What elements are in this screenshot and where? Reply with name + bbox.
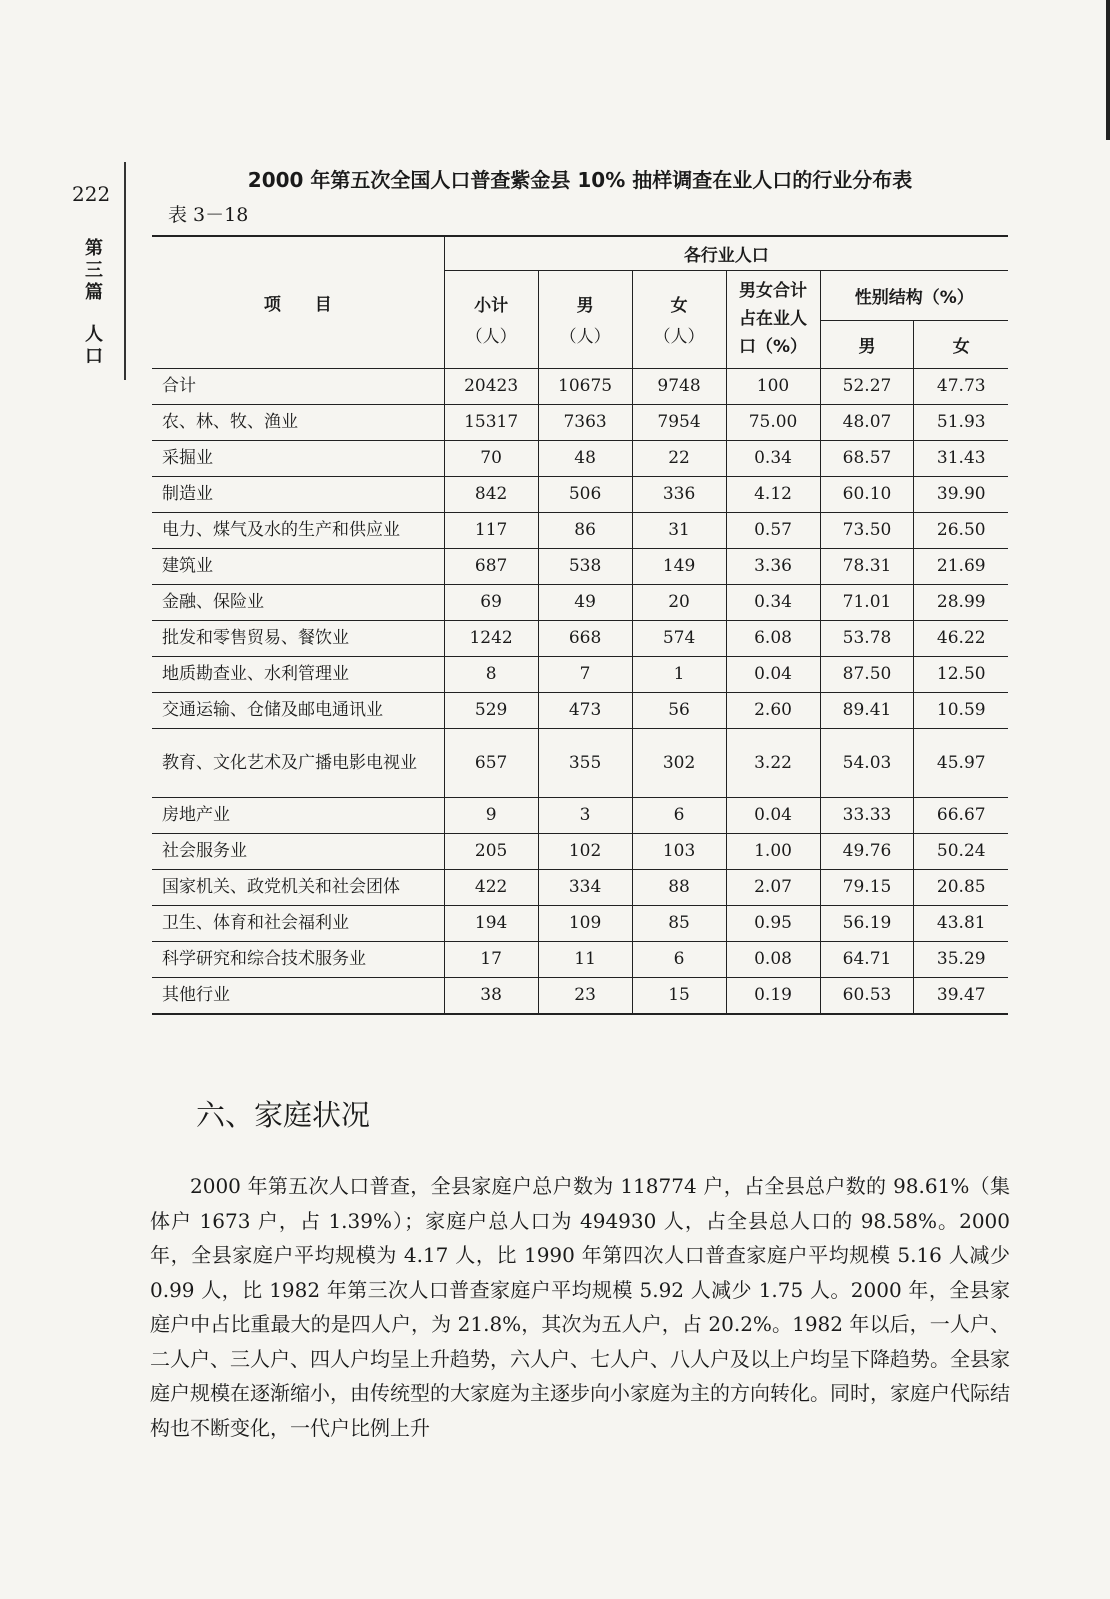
pct-female-cell: 35.29 xyxy=(914,941,1008,977)
share-cell: 0.57 xyxy=(726,512,820,548)
table-row xyxy=(152,584,1008,620)
male-cell: 7363 xyxy=(538,404,632,440)
industry-name-cell: 农、林、牧、渔业 xyxy=(152,404,444,440)
pct-male-cell: 33.33 xyxy=(820,797,914,833)
pct-female-cell: 26.50 xyxy=(914,512,1008,548)
pct-female-cell: 31.43 xyxy=(914,440,1008,476)
table-row xyxy=(152,692,1008,728)
subtotal-cell: 529 xyxy=(444,692,538,728)
female-cell: 6 xyxy=(632,941,726,977)
pct-female-cell: 39.90 xyxy=(914,476,1008,512)
pct-female-cell: 46.22 xyxy=(914,620,1008,656)
pct-female-cell: 20.85 xyxy=(914,869,1008,905)
subtotal-cell: 17 xyxy=(444,941,538,977)
running-head-char: 篇 xyxy=(85,282,103,303)
pct-male-cell: 60.10 xyxy=(820,476,914,512)
male-cell: 506 xyxy=(538,476,632,512)
subtotal-cell: 8 xyxy=(444,656,538,692)
male-cell: 538 xyxy=(538,548,632,584)
female-cell: 336 xyxy=(632,476,726,512)
share-cell: 1.00 xyxy=(726,833,820,869)
share-cell: 3.36 xyxy=(726,548,820,584)
male-cell: 3 xyxy=(538,797,632,833)
industry-name-cell: 科学研究和综合技术服务业 xyxy=(152,941,444,977)
header-male xyxy=(538,270,632,368)
pct-male-cell: 89.41 xyxy=(820,692,914,728)
industry-distribution-table xyxy=(152,235,1008,1015)
share-cell: 2.07 xyxy=(726,869,820,905)
running-head xyxy=(82,238,106,368)
subtotal-cell: 687 xyxy=(444,548,538,584)
running-head-char: 三 xyxy=(85,260,103,281)
share-cell: 0.04 xyxy=(726,656,820,692)
industry-name-cell: 交通运输、仓储及邮电通讯业 xyxy=(152,692,444,728)
subtotal-cell: 117 xyxy=(444,512,538,548)
female-cell: 103 xyxy=(632,833,726,869)
male-cell: 109 xyxy=(538,905,632,941)
subtotal-cell: 194 xyxy=(444,905,538,941)
subtotal-cell: 70 xyxy=(444,440,538,476)
female-cell: 56 xyxy=(632,692,726,728)
table-body xyxy=(152,368,1008,1014)
margin-rule xyxy=(124,162,126,380)
share-cell: 3.22 xyxy=(726,728,820,797)
subtotal-cell: 38 xyxy=(444,977,538,1014)
male-cell: 102 xyxy=(538,833,632,869)
share-cell: 0.19 xyxy=(726,977,820,1014)
section-heading: 六、家庭状况 xyxy=(196,1098,371,1132)
pct-female-cell: 10.59 xyxy=(914,692,1008,728)
pct-male-cell: 73.50 xyxy=(820,512,914,548)
pct-female-cell: 28.99 xyxy=(914,584,1008,620)
pct-female-cell: 21.69 xyxy=(914,548,1008,584)
pct-male-cell: 87.50 xyxy=(820,656,914,692)
header-sex-structure: 性别结构（%） xyxy=(820,270,1008,320)
pct-male-cell: 49.76 xyxy=(820,833,914,869)
subtotal-cell: 205 xyxy=(444,833,538,869)
pct-male-cell: 78.31 xyxy=(820,548,914,584)
table-row xyxy=(152,656,1008,692)
table-row xyxy=(152,548,1008,584)
pct-female-cell: 12.50 xyxy=(914,656,1008,692)
subtotal-cell: 842 xyxy=(444,476,538,512)
header-female xyxy=(632,270,726,368)
female-cell: 31 xyxy=(632,512,726,548)
header-male-label: 男 xyxy=(576,296,594,316)
male-cell: 355 xyxy=(538,728,632,797)
female-cell: 149 xyxy=(632,548,726,584)
share-cell: 6.08 xyxy=(726,620,820,656)
table-row xyxy=(152,977,1008,1014)
industry-name-cell: 社会服务业 xyxy=(152,833,444,869)
female-cell: 15 xyxy=(632,977,726,1014)
share-cell: 0.34 xyxy=(726,584,820,620)
table-title: 2000 年第五次全国人口普查紫金县 10% 抽样调查在业人口的行业分布表 xyxy=(247,168,913,192)
male-cell: 23 xyxy=(538,977,632,1014)
header-subtotal-unit: （人） xyxy=(465,327,517,347)
male-cell: 473 xyxy=(538,692,632,728)
pct-female-cell: 50.24 xyxy=(914,833,1008,869)
pct-male-cell: 56.19 xyxy=(820,905,914,941)
subtotal-cell: 657 xyxy=(444,728,538,797)
male-cell: 86 xyxy=(538,512,632,548)
subtotal-cell: 422 xyxy=(444,869,538,905)
industry-name-cell: 卫生、体育和社会福利业 xyxy=(152,905,444,941)
table-row xyxy=(152,512,1008,548)
male-cell: 48 xyxy=(538,440,632,476)
industry-name-cell: 电力、煤气及水的生产和供应业 xyxy=(152,512,444,548)
share-cell: 2.60 xyxy=(726,692,820,728)
male-cell: 668 xyxy=(538,620,632,656)
header-sex-female: 女 xyxy=(914,320,1008,368)
male-cell: 334 xyxy=(538,869,632,905)
industry-name-cell: 合计 xyxy=(152,368,444,404)
industry-name-cell: 国家机关、政党机关和社会团体 xyxy=(152,869,444,905)
pct-female-cell: 51.93 xyxy=(914,404,1008,440)
header-item: 项 目 xyxy=(152,236,444,368)
header-group: 各行业人口 xyxy=(444,236,1008,270)
industry-name-cell: 建筑业 xyxy=(152,548,444,584)
industry-name-cell: 地质勘查业、水利管理业 xyxy=(152,656,444,692)
table-id: 表 3－18 xyxy=(168,204,249,226)
share-cell: 0.95 xyxy=(726,905,820,941)
share-cell: 0.08 xyxy=(726,941,820,977)
pct-male-cell: 68.57 xyxy=(820,440,914,476)
header-subtotal xyxy=(444,270,538,368)
male-cell: 11 xyxy=(538,941,632,977)
female-cell: 7954 xyxy=(632,404,726,440)
share-cell: 0.34 xyxy=(726,440,820,476)
female-cell: 22 xyxy=(632,440,726,476)
subtotal-cell: 69 xyxy=(444,584,538,620)
pct-male-cell: 71.01 xyxy=(820,584,914,620)
table-row xyxy=(152,476,1008,512)
industry-name-cell: 房地产业 xyxy=(152,797,444,833)
table-row xyxy=(152,797,1008,833)
header-male-unit: （人） xyxy=(559,327,611,347)
industry-name-cell: 教育、文化艺术及广播电影电视业 xyxy=(152,728,444,797)
header-female-unit: （人） xyxy=(653,327,705,347)
pct-female-cell: 47.73 xyxy=(914,368,1008,404)
header-subtotal-label: 小计 xyxy=(474,296,509,316)
industry-name-cell: 金融、保险业 xyxy=(152,584,444,620)
table-row xyxy=(152,728,1008,797)
female-cell: 9748 xyxy=(632,368,726,404)
pct-female-cell: 39.47 xyxy=(914,977,1008,1014)
female-cell: 88 xyxy=(632,869,726,905)
female-cell: 6 xyxy=(632,797,726,833)
page-number: 222 xyxy=(72,182,111,206)
subtotal-cell: 15317 xyxy=(444,404,538,440)
industry-name-cell: 批发和零售贸易、餐饮业 xyxy=(152,620,444,656)
male-cell: 7 xyxy=(538,656,632,692)
table-row xyxy=(152,833,1008,869)
female-cell: 302 xyxy=(632,728,726,797)
share-cell: 0.04 xyxy=(726,797,820,833)
pct-male-cell: 52.27 xyxy=(820,368,914,404)
table-row xyxy=(152,404,1008,440)
subtotal-cell: 1242 xyxy=(444,620,538,656)
header-female-label: 女 xyxy=(670,296,688,316)
pct-male-cell: 60.53 xyxy=(820,977,914,1014)
table-row xyxy=(152,941,1008,977)
table-row xyxy=(152,620,1008,656)
table-row xyxy=(152,368,1008,404)
header-share: 男女合计占在业人口（%） xyxy=(726,270,820,368)
share-cell: 75.00 xyxy=(726,404,820,440)
table-row xyxy=(152,869,1008,905)
pct-female-cell: 66.67 xyxy=(914,797,1008,833)
subtotal-cell: 20423 xyxy=(444,368,538,404)
pct-female-cell: 43.81 xyxy=(914,905,1008,941)
body-paragraph: 2000 年第五次人口普查，全县家庭户总户数为 118774 户，占全县总户数的 98.61%（集体户 1673 户，占 1.39%）；家庭户总人口为 494930 人，占全县总人口的 98.58%。2000 年，全县家庭户平均规模为 4.17 人，比 1990 年第四次人口普查家庭户平均规模 5.16 人减少 0.99 人，比 1982 年第三次人口普查家庭户平均规模 5.92 人减少 1.75 人。2000 年，全县家庭户中占比重最大的是四人户，为 21.8%，其次为五人户，占 20.2%。1982 年以后，一人户、二人户、三人户、四人户均呈上升趋势，六人户、七人户、八人户及以上户均呈下降趋势。全县家庭户规模在逐渐缩小，由传统型的大家庭为主逐步向小家庭为主的方向转化。同时，家庭户代际结构也不断变化，一代户比例上升 xyxy=(150,1174,1010,1440)
pct-male-cell: 48.07 xyxy=(820,404,914,440)
table-row xyxy=(152,440,1008,476)
male-cell: 10675 xyxy=(538,368,632,404)
page-edge-shadow xyxy=(1106,0,1110,140)
table-row xyxy=(152,905,1008,941)
pct-male-cell: 64.71 xyxy=(820,941,914,977)
share-cell: 100 xyxy=(726,368,820,404)
industry-name-cell: 采掘业 xyxy=(152,440,444,476)
industry-name-cell: 其他行业 xyxy=(152,977,444,1014)
share-cell: 4.12 xyxy=(726,476,820,512)
pct-female-cell: 45.97 xyxy=(914,728,1008,797)
male-cell: 49 xyxy=(538,584,632,620)
header-sex-male: 男 xyxy=(820,320,914,368)
subtotal-cell: 9 xyxy=(444,797,538,833)
pct-male-cell: 79.15 xyxy=(820,869,914,905)
pct-male-cell: 54.03 xyxy=(820,728,914,797)
female-cell: 20 xyxy=(632,584,726,620)
pct-male-cell: 53.78 xyxy=(820,620,914,656)
running-head-char: 第 xyxy=(85,238,103,259)
female-cell: 85 xyxy=(632,905,726,941)
industry-name-cell: 制造业 xyxy=(152,476,444,512)
female-cell: 1 xyxy=(632,656,726,692)
running-head-char: 口 xyxy=(85,346,103,367)
female-cell: 574 xyxy=(632,620,726,656)
running-head-char: 人 xyxy=(85,324,103,345)
